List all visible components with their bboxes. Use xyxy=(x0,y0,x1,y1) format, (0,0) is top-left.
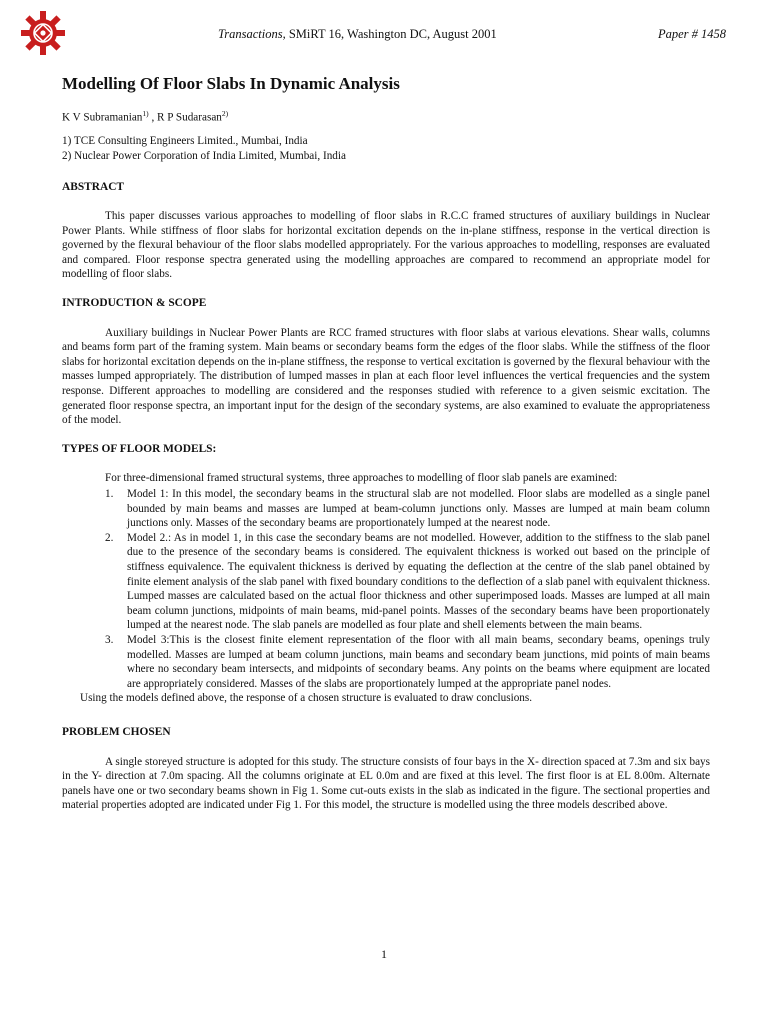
paper-title: Modelling Of Floor Slabs In Dynamic Analysis xyxy=(62,74,400,93)
page-number: 1 xyxy=(381,947,387,961)
author-name: R P Sudarasan xyxy=(157,111,222,124)
affiliations xyxy=(62,134,710,163)
section-heading-floor-models: TYPES OF FLOOR MODELS: xyxy=(62,442,217,455)
list-number: 1. xyxy=(105,488,114,501)
floor-models-closing: Using the models defined above, the response of a chosen structure is evaluated to draw conclusions. xyxy=(80,692,533,705)
section-heading-introduction: INTRODUCTION & SCOPE xyxy=(62,297,207,310)
author-line xyxy=(62,107,710,125)
author-superscript: 1) xyxy=(142,109,149,118)
journal-name: Transactions, xyxy=(218,27,286,41)
problem-text: A single storeyed structure is adopted for this study. The structure consists of four bays in the X- direction spaced at 7.3m and six bays in the Y- direction at 7.0m spacing. All the columns originate at EL 0.0m and are fixed at this level. The first floor is at EL 8.00m. Alternate panels have one or two secondary beams shown in Fig 1. Some cut-outs exists in the slab as indicated in the figure. The sectional properties and material properties adopted are indicated under Fig 1. For this model, the structure is modelled using the three models described above. xyxy=(62,755,710,812)
list-item-text: Model 3:This is the closest finite element representation of the floor with all main beams, secondary beams, openings truly modelled. Masses are lumped at beam column junctions, main beams and secondary beam junctions, mid points of main beams where no secondary beam intersects, and midpoints of secondary beams. Any points on the beams where equipment are located are appropriately considered. Masses of the slabs are proportionately lumped at the appropriate panel nodes. xyxy=(127,633,710,690)
list-item-text: Model 2.: As in model 1, in this case the secondary beams are not modelled. However, addition to the stiffness to the slab panel due to the presence of the secondary beams is considered. The equivalent thickness is worked out based on the principle of stiffness equivalence. The equivalent thickness is derived by equating the deflection at the centre of the slab panel obtained by finite element analysis of the slab panel with fixed boundary conditions to the deflection of a slab panel with equivalent thickness. Lumped masses are calculated based on the actual floor thickness and other superimposed loads. Masses are lumped at all main beam column junctions, midpoints of main beams, mid-panel points. Masses of the secondary beams have been proportionately lumped at the nearest node. The slab panels are modelled as four plate and shell elements between the main beams. xyxy=(127,531,710,632)
section-heading-abstract: ABSTRACT xyxy=(62,180,125,193)
floor-models-intro: For three-dimensional framed structural systems, three approaches to modelling of floor slab panels are examined: xyxy=(105,472,618,485)
list-number: 3. xyxy=(105,633,114,646)
introduction-text: Auxiliary buildings in Nuclear Power Plants are RCC framed structures with floor slabs at various elevations. Shear walls, columns and beams form part of the framing system. Main beams or secondary beams form the edges of the floor slabs. While the stiffness of the floor slabs for horizontal excitation depends on the in-plane stiffness, the response to vertical excitation is governed by the flexural behaviour with the masses lumped appropriately. The distribution of lumped masses in plan at each floor level influences the vertical frequencies and the system response. Different approaches to modelling are considered and the responses studied with reference to a given seismic excitation. The generated floor response spectra, an important input for the design of the secondary systems, are also examined to evaluate the appropriateness of the model. xyxy=(62,326,710,427)
affiliation-line: 1) TCE Consulting Engineers Limited., Mumbai, India xyxy=(62,135,308,148)
list-item xyxy=(105,487,710,531)
list-item xyxy=(105,531,710,633)
author-name: K V Subramanian xyxy=(62,111,143,124)
paper-number: Paper # 1458 xyxy=(657,27,726,41)
running-header xyxy=(218,27,497,42)
author-separator: , xyxy=(148,111,158,124)
abstract-text: This paper discusses various approaches to modelling of floor slabs in R.C.C framed structures of auxiliary buildings in Nuclear Power Plants. While stiffness of floor slabs for horizontal excitation depends on the in-plane stiffness, response in the vertical direction is governed by the flexural behaviour of the floor slabs modelled appropriately. For the various approaches to modelling, responses are evaluated and compared. Floor response spectra generated using the modelling approaches are compared to recommend an appropriate model for modelling of floor slabs. xyxy=(62,210,710,281)
affiliation-line: 2) Nuclear Power Corporation of India Limited, Mumbai, India xyxy=(62,149,346,162)
author-superscript: 2) xyxy=(221,109,229,118)
section-heading-problem: PROBLEM CHOSEN xyxy=(62,725,171,738)
smirt-logo-icon xyxy=(20,10,66,56)
list-item xyxy=(105,633,710,691)
conference-info: SMiRT 16, Washington DC, August 2001 xyxy=(288,27,497,41)
list-item-text: Model 1: In this model, the secondary beams in the structural slab are not modelled. Floor slabs are modelled as a single panel bounded by main beams and masses are lumped at beam-column junctions only. Masses are lumped at main beam column junctions only. Masses of the secondary beams are proportionately lumped at the nearest node. xyxy=(127,488,710,530)
paper-body xyxy=(62,74,710,827)
list-number: 2. xyxy=(105,531,114,544)
model-list xyxy=(105,487,710,691)
